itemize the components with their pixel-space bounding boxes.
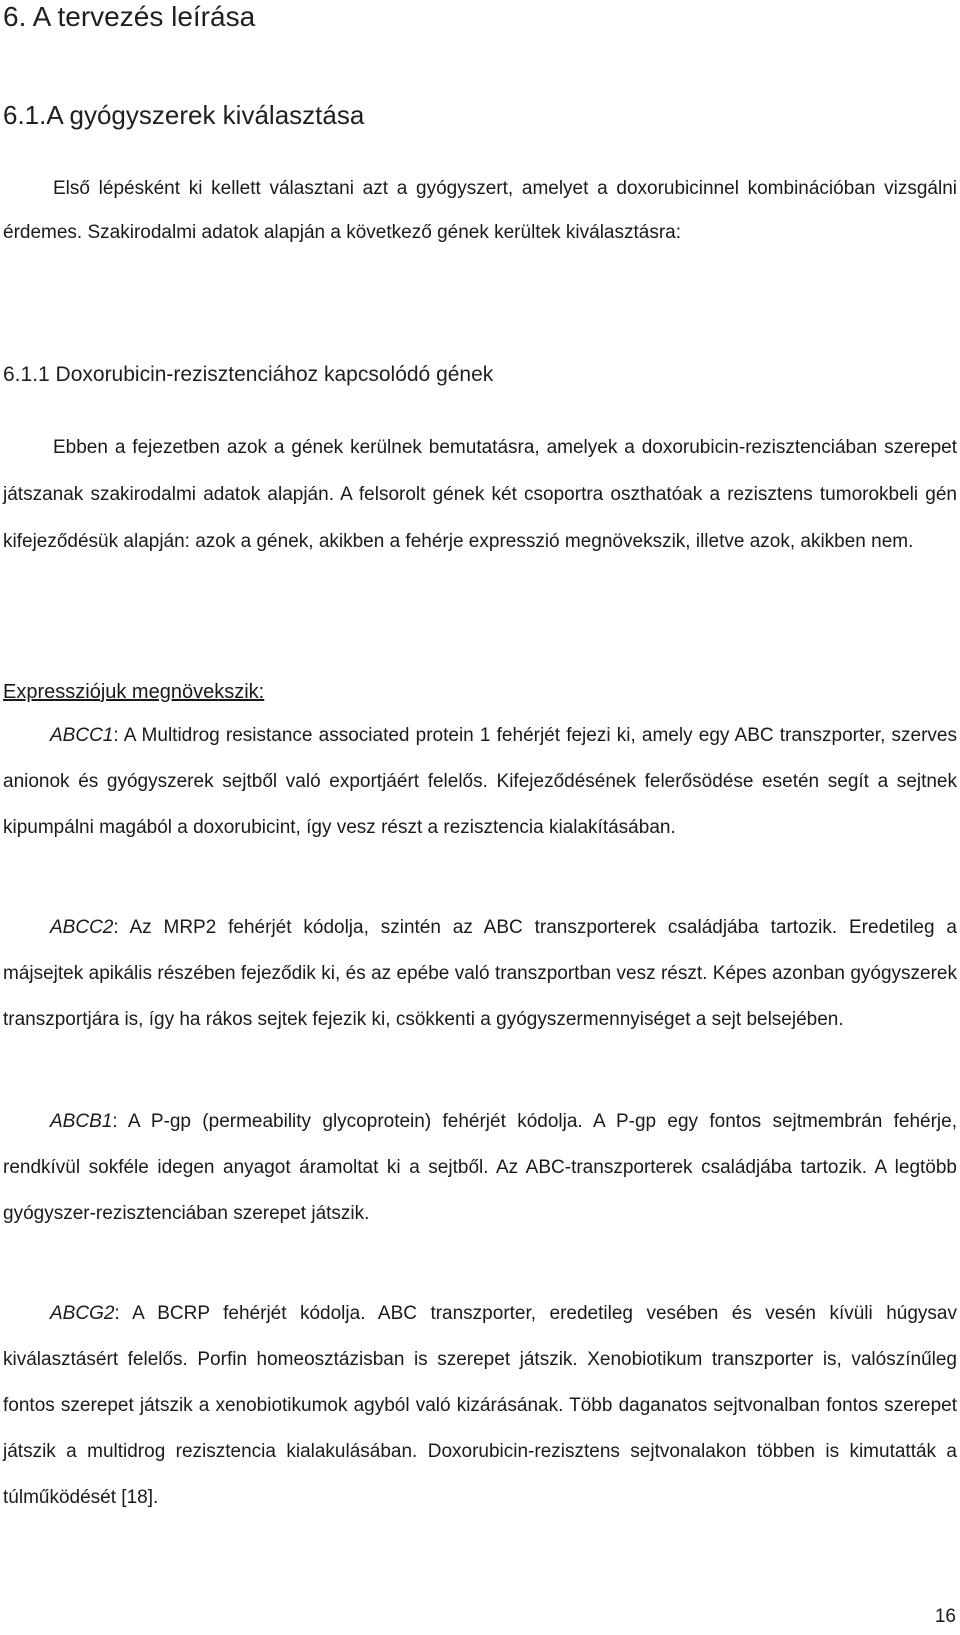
gene-name-abcc1: ABCC1 [50,725,114,746]
expression-heading: Expressziójuk megnövekszik: [3,681,265,703]
intro-paragraph: Első lépésként ki kellett választani azt a gyógyszert, amelyet a doxorubicinnel kombinációban vizsgálni érdemes. Szakirodalmi adatok alapján a következő gének kerültek kiválasztásra: [3,178,957,243]
section-heading: 6.1.A gyógyszerek kiválasztása [3,100,365,130]
gene-description-abcc1: : A Multidrog resistance associated protein 1 fehérjét fejezi ki, amely egy ABC transzporter, szerves anionok és gyógyszerek sejtből való exportjáért felelős. Kifejeződésének felerősödése esetén segít a sejtnek kipumpálni magából a doxorubicint, így vesz részt a rezisztencia kialakításában. [3,725,957,838]
gene-description-abcc2: : Az MRP2 fehérjét kódolja, szintén az ABC transzporterek családjába tartozik. Eredetileg a májsejtek apikális részében fejeződik ki, és az epébe való transzportban vesz részt. Képes azonban gyógyszerek transzportjára is, így ha rákos sejtek fejezik ki, csökkenti a gyógyszermennyiséget a sejt belsejében. [3,917,957,1030]
gene-description-abcg2: : A BCRP fehérjét kódolja. ABC transzporter, eredetileg vesében és vesén kívüli húgysav kiválasztásért felelős. Porfin homeosztázisban is szerepet játszik. Xenobiotikum transzporter is, valószínűleg fontos szerepet játszik a xenobiotikumok agyból való kizárásának. Több daganatos sejtvonalban fontos szerepet játszik a multidrog rezisztencia kialakulásában. Doxorubicin-rezisztens sejtvonalakon többen is kimutatták a túlműködését [18]. [3,1303,957,1508]
gene-name-abcc2: ABCC2 [50,917,114,938]
gene-name-abcb1: ABCB1 [50,1111,113,1132]
gene-paragraph-abcb1 [3,1099,957,1237]
gene-description-abcb1: : A P-gp (permeability glycoprotein) fehérjét kódolja. A P-gp egy fontos sejtmembrán fehérje, rendkívül sokféle idegen anyagot áramoltat ki a sejtből. Az ABC-transzporterek családjába tartozik. A legtöbb gyógyszer-rezisztenciában szerepet játszik. [3,1111,957,1224]
gene-paragraph-abcg2 [3,1291,957,1521]
chapter-heading: 6. A tervezés leírása [3,1,256,32]
subsection-paragraph: Ebben a fejezetben azok a gének kerülnek bemutatásra, amelyek a doxorubicin-rezisztenciában szerepet játszanak szakirodalmi adatok alapján. A felsorolt gének két csoportra oszthatóak a rezisztens tumorokbeli gén kifejeződésük alapján: azok a gének, akikben a fehérje expresszió megnövekszik, illetve azok, akikben nem. [3,437,957,552]
page-number: 16 [934,1606,956,1627]
gene-name-abcg2: ABCG2 [50,1303,115,1324]
gene-paragraph-abcc1 [3,713,957,851]
gene-paragraph-abcc2 [3,905,957,1043]
subsection-heading: 6.1.1 Doxorubicin-rezisztenciához kapcsolódó gének [3,363,494,386]
